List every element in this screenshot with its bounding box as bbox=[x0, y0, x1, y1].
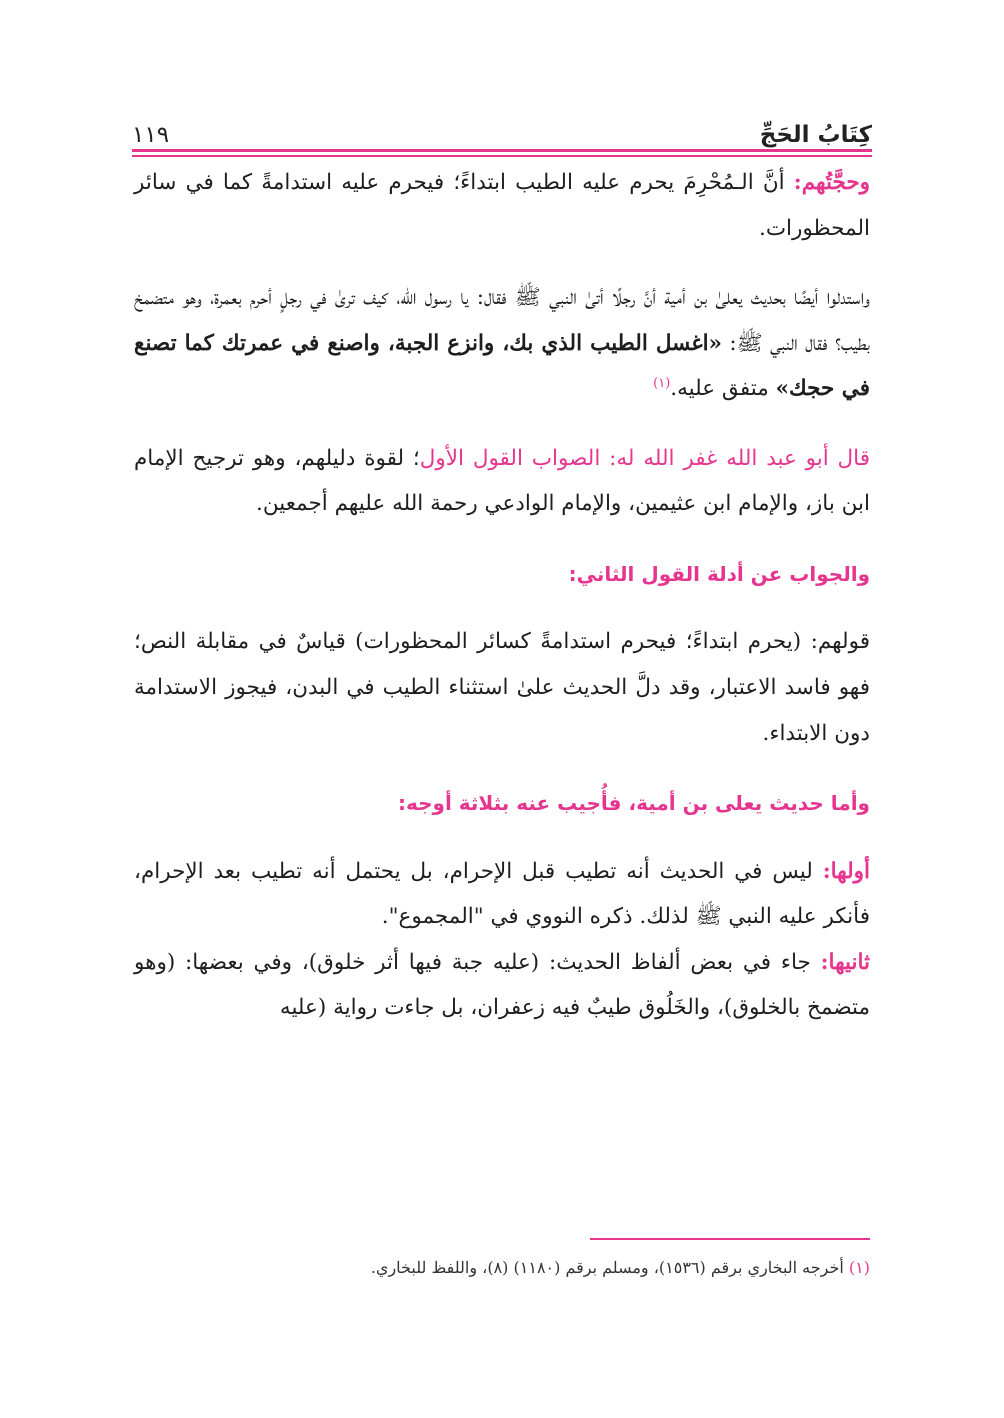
section-heading-1: والجواب عن أدلة القول الثاني: bbox=[568, 562, 870, 587]
paragraph-5-text: ليس في الحديث أنه تطيب قبل الإحرام، بل يحتمل أنه تطيب بعد الإحرام، فأنكر عليه النبي ﷺ لذلك. ذكره النووي في "المجموع". bbox=[134, 858, 870, 930]
paragraph-6-lead: ثانيها: bbox=[820, 949, 870, 975]
footnote-text: أخرجه البخاري برقم (١٥٣٦)، ومسلم برقم (١١٨٠) (٨)، واللفظ للبخاري. bbox=[370, 1258, 849, 1277]
book-title: كِتَابُ الحَجِّ bbox=[759, 122, 872, 148]
hadith-quote: «اغسل الطيب الذي بك، وانزع الجبة، واصنع في عمرتك كما تصنع في حجك» bbox=[134, 330, 870, 402]
paragraph-5-lead: أولها: bbox=[822, 858, 870, 884]
paragraph-4 bbox=[134, 619, 870, 756]
footnote-ref[interactable]: (١) bbox=[653, 376, 671, 392]
paragraph-3 bbox=[134, 436, 870, 527]
paragraph-2-text: واستدلوا أيضًا بحديث يعلىٰ بن أمية أنَّ رجلًا أتىٰ النبي ﷺ فقال: يا رسول الله، كيف ترىٰ في رجلٍ أحرم بعمرة، وهو متضمخ بطيب؟ فقال النبي ﷺ: bbox=[134, 285, 870, 356]
paragraph-2 bbox=[134, 275, 870, 412]
paragraph-1-text: أنَّ الـمُحْرِمَ يحرم عليه الطيب ابتداءً؛ فيحرم عليه استدامةً كما في سائر المحظورات. bbox=[134, 170, 870, 241]
paragraph-3-text: ؛ لقوة دليلهم، وهو ترجيح الإمام ابن باز، والإمام ابن عثيمين، والإمام الوادعي رحمة الله عليهم أجمعين. bbox=[134, 445, 870, 517]
paragraph-1-lead: وحجَّتُهم: bbox=[793, 170, 870, 195]
paragraph-6 bbox=[134, 940, 870, 1031]
section-heading-2: وأما حديث يعلى بن أمية، فأُجيب عنه بثلاثة أوجه: bbox=[397, 791, 870, 816]
author-opinion-lead: قال أبو عبد الله غفر الله له: الصواب القول الأول bbox=[419, 445, 871, 471]
footnote-rule bbox=[590, 1238, 870, 1240]
paragraph-4-text: قولهم: (يحرم ابتداءً؛ فيحرم استدامةً كسائر المحظورات) قياسٌ في مقابلة النص؛ فهو فاسد الاعتبار، وقد دلَّ الحديث علىٰ استثناء الطيب في البدن، فيجوز الاستدامة دون الابتداء. bbox=[134, 629, 870, 746]
paragraph-1 bbox=[134, 160, 870, 251]
header-rule-thin bbox=[132, 155, 872, 157]
header-rule-thick bbox=[132, 149, 872, 152]
page-header bbox=[132, 108, 872, 148]
paragraph-5 bbox=[134, 849, 870, 940]
footnote bbox=[134, 1258, 870, 1277]
page-content bbox=[134, 160, 870, 1031]
paragraph-2-tail: متفق عليه. bbox=[670, 376, 769, 402]
footnote-number: (١) bbox=[848, 1258, 870, 1277]
paragraph-6-text: جاء في بعض ألفاظ الحديث: (عليه جبة فيها أثر خلوق)، وفي بعضها: (وهو متضمخ بالخلوق)، والخَلُوق طيبٌ فيه زعفران، بل جاءت رواية (عليه bbox=[134, 949, 870, 1021]
page-number: ١١٩ bbox=[132, 122, 170, 148]
